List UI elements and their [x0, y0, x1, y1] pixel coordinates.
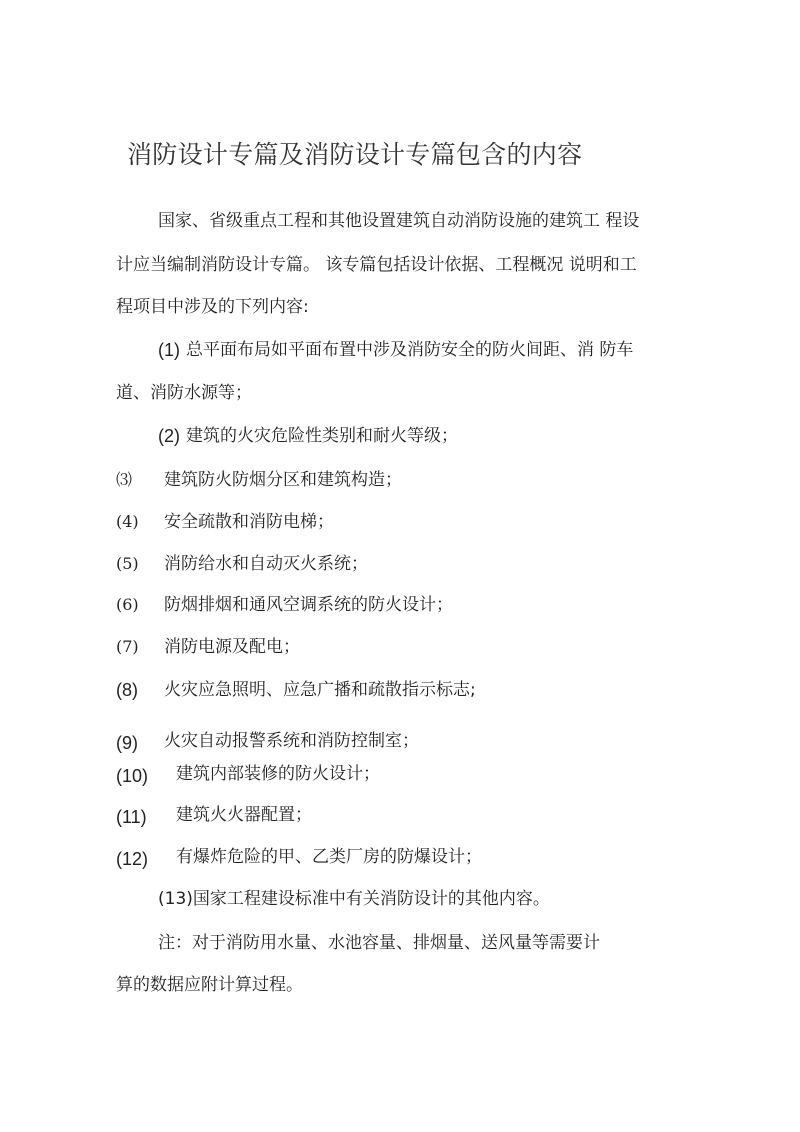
item-number: (6) — [116, 595, 139, 614]
item-number: (11) — [116, 807, 147, 827]
item-number: (12) — [116, 849, 149, 869]
item-number: (2) — [158, 426, 180, 446]
item-text: 总平面布局如平面布置中涉及消防安全的防火间距、消 防车 — [186, 340, 634, 360]
item-text: 有爆炸危险的甲、乙类厂房的防爆设计； — [176, 847, 482, 867]
intro-line-1: 国家、省级重点工程和其他设置建筑自动消防设施的建筑工 程设 — [158, 211, 640, 231]
item-text: 消防电源及配电； — [164, 637, 300, 657]
page-title: 消防设计专篇及消防设计专篇包含的内容 — [127, 140, 583, 169]
item-number: (1) — [158, 340, 180, 360]
item-text: 火灾应急照明、应急广播和疏散指示标志; — [164, 680, 476, 700]
intro-line-3: 程项目中涉及的下列内容: — [116, 297, 309, 317]
item-number: (9) — [116, 733, 138, 753]
item-number: (4) — [116, 512, 139, 531]
item-text: 消防给水和自动灭火系统； — [164, 554, 368, 574]
item-text: 防烟排烟和通风空调系统的防火设计； — [164, 595, 453, 615]
item-text-continued: 道、消防水源等； — [116, 383, 252, 403]
item-number: ⑶ — [116, 470, 133, 489]
item-text: 火灾自动报警系统和消防控制室； — [164, 731, 419, 751]
note-line-2: 算的数据应附计算过程。 — [116, 975, 303, 995]
item-number: (5) — [116, 554, 139, 573]
item-13-line: (13)国家工程建设标准中有关消防设计的其他内容。 — [158, 889, 550, 909]
intro-line-2: 计应当编制消防设计专篇。 该专篇包括设计依据、工程概况 说明和工 — [116, 255, 637, 275]
item-text: 建筑内部装修的防火设计； — [176, 764, 380, 784]
note-line-1: 注：对于消防用水量、水池容量、排烟量、送风量等需要计 — [158, 933, 600, 953]
item-text: 建筑火火器配置； — [176, 805, 312, 825]
item-text: 建筑的火灾危险性类别和耐火等级； — [186, 426, 458, 446]
item-number: (7) — [116, 637, 139, 656]
item-text: 建筑防火防烟分区和建筑构造； — [164, 470, 402, 490]
item-number: (10) — [116, 766, 149, 786]
item-number: (8) — [116, 680, 138, 700]
item-text: 安全疏散和消防电梯； — [164, 512, 334, 532]
